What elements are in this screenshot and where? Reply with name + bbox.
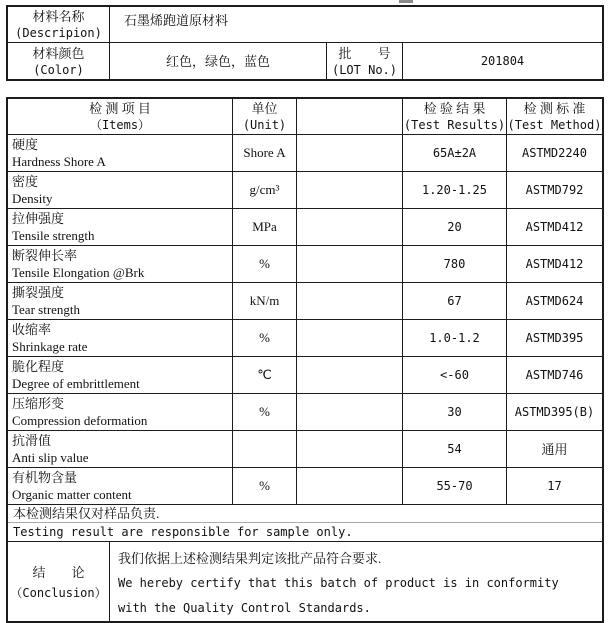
result-cell: <-60 <box>403 357 507 393</box>
lot-label-en: (LOT No.) <box>331 62 398 77</box>
method-cell: ASTMD624 <box>525 294 584 308</box>
color-label-en: (Color) <box>33 62 84 77</box>
unit-cell: % <box>233 246 297 282</box>
material-name-label-zh: 材料名称 <box>32 9 85 24</box>
method-cell: ASTMD746 <box>525 368 584 382</box>
blank-cell <box>297 468 403 504</box>
table-row-shrinkage <box>8 320 602 357</box>
blank-cell <box>297 135 403 171</box>
material-name-row <box>8 7 602 43</box>
item-name-zh: 有机物含量 <box>12 470 78 485</box>
table-row-embrittlement <box>8 357 602 394</box>
item-name-en: Hardness Shore A <box>12 154 106 169</box>
blank-cell <box>297 209 403 245</box>
note-zh: 本检测结果仅对样品负责. <box>8 505 602 523</box>
table-row-anti-slip <box>8 431 602 468</box>
unit-cell: % <box>233 394 297 430</box>
item-cell <box>8 283 233 319</box>
table-header-row <box>8 99 602 135</box>
item-name-zh: 撕裂强度 <box>12 285 65 300</box>
item-cell <box>8 320 233 356</box>
conclusion-text <box>110 542 602 623</box>
item-name-en: Density <box>12 191 53 206</box>
item-name-en: Tensile Elongation @Brk <box>12 265 145 280</box>
table-row-tensile-strength <box>8 209 602 246</box>
header-blank <box>297 99 403 134</box>
item-name-en: Tensile strength <box>12 228 95 243</box>
item-name-zh: 密度 <box>12 174 39 189</box>
result-cell: 1.0-1.2 <box>403 320 507 356</box>
unit-cell: MPa <box>233 209 297 245</box>
unit-cell <box>233 431 297 467</box>
unit-cell: Shore A <box>233 135 297 171</box>
item-cell <box>8 246 233 282</box>
item-name-en: Shrinkage rate <box>12 339 88 354</box>
table-row-organic-content <box>8 468 602 505</box>
result-cell: 780 <box>403 246 507 282</box>
conclusion-label-zh: 结 论 <box>32 564 85 580</box>
result-cell: 20 <box>403 209 507 245</box>
method-cell: ASTMD792 <box>525 183 584 197</box>
lot-label-zh: 批 号 <box>338 45 391 61</box>
method-cell: ASTMD2240 <box>521 146 588 160</box>
lot-label <box>327 43 403 79</box>
blank-cell <box>297 246 403 282</box>
unit-cell: % <box>233 468 297 504</box>
color-label-zh: 材料颜色 <box>32 45 85 61</box>
method-cell: ASTMD395 <box>525 331 584 345</box>
blank-cell <box>297 172 403 208</box>
note-en: Testing result are responsible for sample only. <box>8 523 602 542</box>
scan-artifact <box>399 0 413 3</box>
result-cell: 55-70 <box>403 468 507 504</box>
unit-cell: % <box>233 320 297 356</box>
item-name-en: Degree of embrittlement <box>12 376 140 391</box>
method-cell: ASTMD412 <box>525 257 584 271</box>
item-cell <box>8 135 233 171</box>
item-cell <box>8 209 233 245</box>
item-cell <box>8 172 233 208</box>
conclusion-row <box>8 542 602 621</box>
conclusion-text-zh: 我们依据上述检测结果判定该批产品符合要求. <box>118 551 382 566</box>
item-name-zh: 抗滑值 <box>12 433 52 448</box>
material-color-row <box>8 43 602 79</box>
result-cell: 67 <box>403 283 507 319</box>
blank-cell <box>297 357 403 393</box>
result-cell: 1.20-1.25 <box>403 172 507 208</box>
item-cell <box>8 431 233 467</box>
item-name-en: Organic matter content <box>12 487 132 502</box>
blank-cell <box>297 394 403 430</box>
unit-cell: ℃ <box>233 357 297 393</box>
material-name-value: 石墨烯跑道原材料 <box>124 13 229 28</box>
blank-cell <box>297 431 403 467</box>
header-method: 检 测 标 准 (Test Method) <box>507 101 602 132</box>
table-row-tear-strength <box>8 283 602 320</box>
result-cell: 65A±2A <box>403 135 507 171</box>
item-name-zh: 拉伸强度 <box>12 211 65 226</box>
blank-cell <box>297 320 403 356</box>
conclusion-label <box>8 542 110 623</box>
item-name-zh: 脆化程度 <box>12 359 65 374</box>
result-cell: 54 <box>403 431 507 467</box>
item-cell <box>8 357 233 393</box>
method-cell: 通用 <box>541 441 568 457</box>
item-name-zh: 硬度 <box>12 137 39 152</box>
table-row-hardness <box>8 135 602 172</box>
item-name-zh: 收缩率 <box>12 322 52 337</box>
conclusion-text-en: We hereby certify that this batch of product is in conformity with the Quality Control Standards. <box>118 576 559 615</box>
header-items: 检 测 项 目 （Items） <box>8 99 233 134</box>
item-cell <box>8 468 233 504</box>
table-row-density <box>8 172 602 209</box>
item-name-zh: 断裂伸长率 <box>12 248 78 263</box>
table-row-elongation <box>8 246 602 283</box>
result-cell: 30 <box>403 394 507 430</box>
color-value: 红色，绿色，蓝色 <box>110 43 327 79</box>
color-label <box>8 43 110 79</box>
item-cell <box>8 394 233 430</box>
blank-cell <box>297 283 403 319</box>
item-name-zh: 压缩形变 <box>12 396 65 411</box>
method-cell: ASTMD412 <box>525 220 584 234</box>
item-name-en: Tear strength <box>12 302 81 317</box>
unit-cell: kN/m <box>233 283 297 319</box>
unit-cell: g/cm³ <box>233 172 297 208</box>
test-results-table <box>6 97 604 623</box>
method-cell: 17 <box>547 479 562 493</box>
header-results: 检 验 结 果 (Test Results) <box>403 101 506 132</box>
header-unit: 单位 (Unit) <box>233 99 297 134</box>
material-name-label-en: (Descripion) <box>15 26 102 40</box>
material-info-table <box>6 5 604 81</box>
table-row-compression <box>8 394 602 431</box>
lot-value: 201804 <box>480 54 525 68</box>
item-name-en: Compression deformation <box>12 413 148 428</box>
material-name-label <box>8 7 110 42</box>
item-name-en: Anti slip value <box>12 450 89 465</box>
method-cell: ASTMD395(B) <box>514 405 595 419</box>
conclusion-label-en: （Conclusion） <box>10 585 107 600</box>
